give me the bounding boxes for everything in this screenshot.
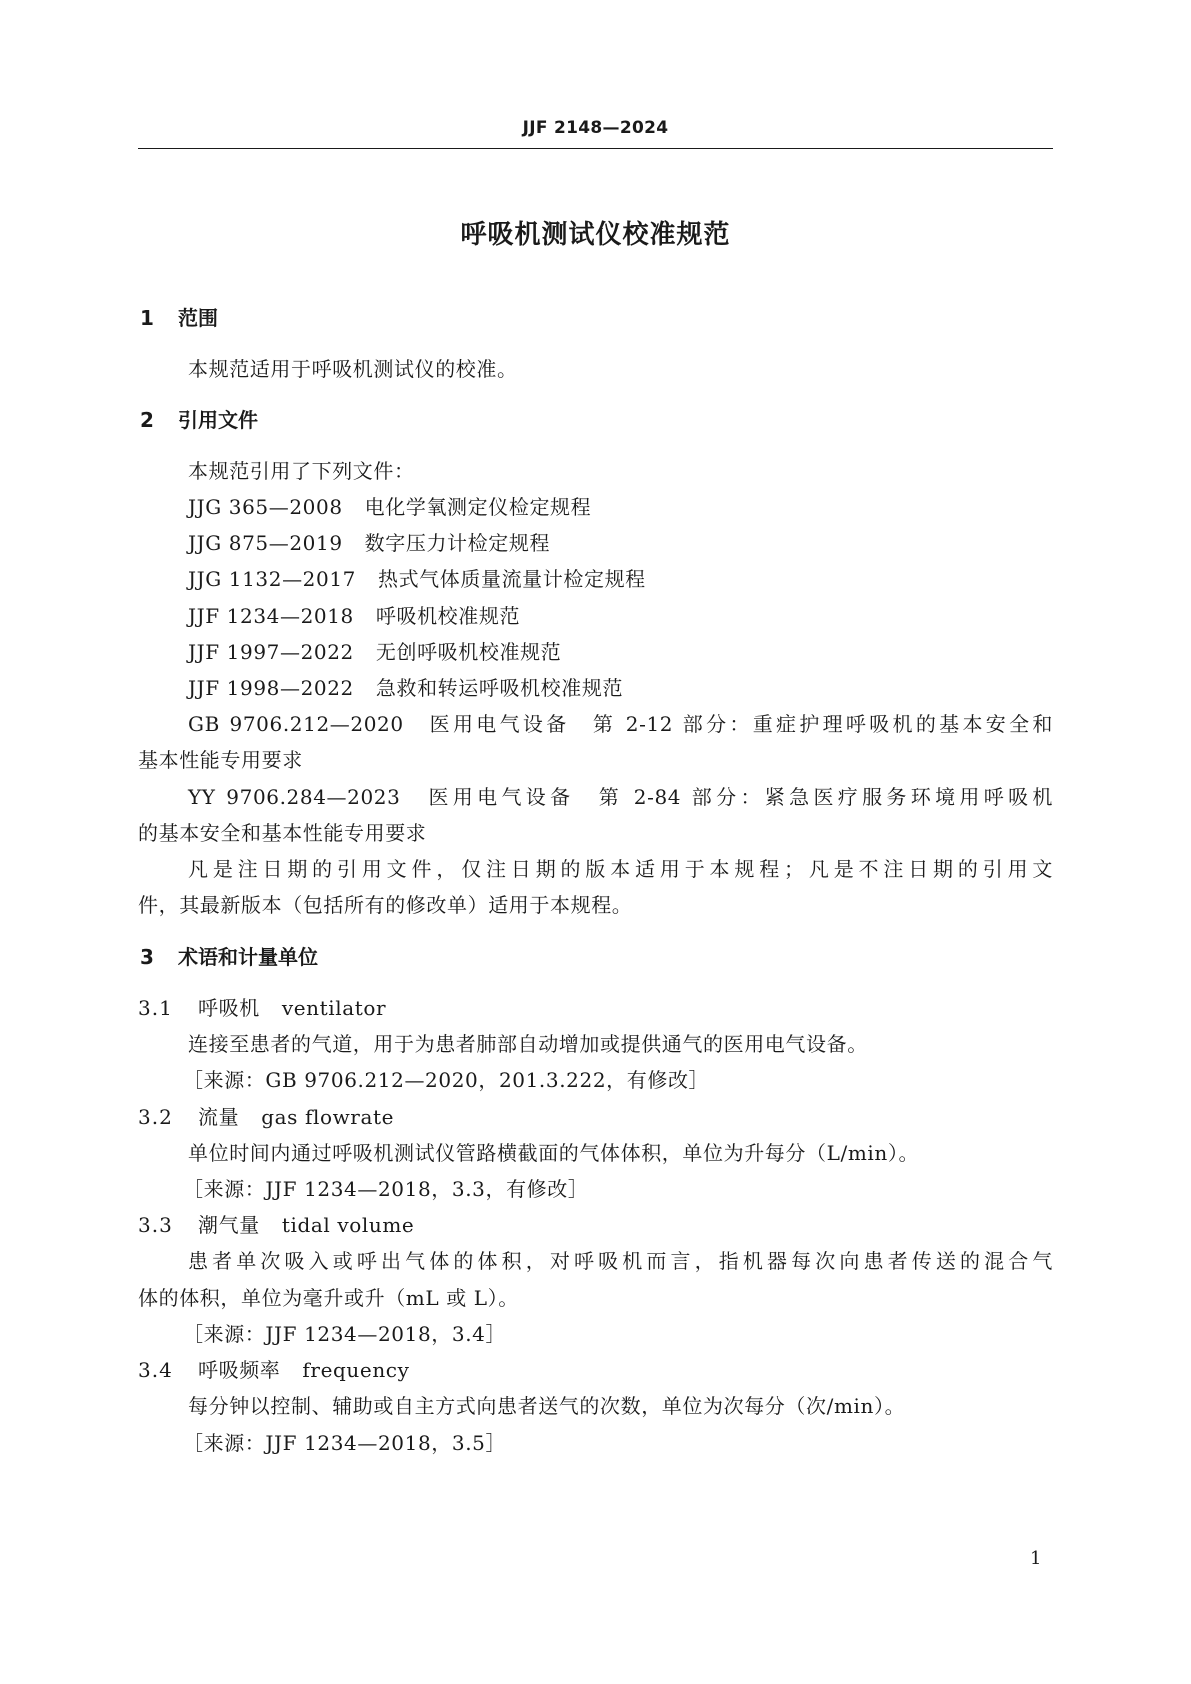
reference-name: 电化学氧测定仪检定规程 bbox=[364, 495, 592, 519]
reference-gb-line-1: GB 9706.212—2020 医用电气设备 第 2-12 部分：重症护理呼吸机的基本安全和 bbox=[188, 712, 1053, 736]
reference-item bbox=[188, 672, 623, 701]
reference-code: JJG 1132—2017 bbox=[188, 567, 356, 591]
term-english: ventilator bbox=[281, 996, 387, 1020]
section-2-heading bbox=[140, 404, 258, 433]
term-english: gas flowrate bbox=[261, 1105, 395, 1129]
term-chinese: 流量 bbox=[198, 1105, 240, 1129]
term-english: tidal volume bbox=[281, 1213, 415, 1237]
term-number: 3.4 bbox=[138, 1358, 173, 1382]
term-source: ［来源：JJF 1234—2018，3.4］ bbox=[183, 1322, 507, 1346]
reference-item bbox=[188, 600, 520, 629]
term-definition: 连接至患者的气道，用于为患者肺部自动增加或提供通气的医用电气设备。 bbox=[188, 1032, 868, 1056]
document-title: 呼吸机测试仪校准规范 bbox=[460, 220, 731, 250]
reference-code: JJF 1998—2022 bbox=[188, 676, 354, 700]
references-note-line-1: 凡是注日期的引用文件，仅注日期的版本适用于本规程；凡是不注日期的引用文 bbox=[188, 857, 1053, 881]
reference-code: JJF 1997—2022 bbox=[188, 640, 354, 664]
reference-name: 无创呼吸机校准规范 bbox=[375, 640, 562, 664]
term-definition: 每分钟以控制、辅助或自主方式向患者送气的次数，单位为次每分（次/min）。 bbox=[188, 1394, 906, 1418]
references-note-line-2: 件，其最新版本（包括所有的修改单）适用于本规程。 bbox=[138, 893, 633, 917]
reference-gb-line-2: 基本性能专用要求 bbox=[138, 748, 303, 772]
reference-name: 呼吸机校准规范 bbox=[375, 604, 521, 628]
term-definition-continued: 体的体积，单位为毫升或升（mL 或 L）。 bbox=[138, 1286, 519, 1310]
term-number: 3.2 bbox=[138, 1105, 173, 1129]
term-number: 3.3 bbox=[138, 1213, 173, 1237]
term-heading bbox=[138, 1101, 394, 1130]
reference-item bbox=[188, 491, 591, 520]
section-number: 2 bbox=[140, 408, 154, 432]
term-heading bbox=[138, 992, 386, 1021]
term-number: 3.1 bbox=[138, 996, 173, 1020]
reference-code: JJG 875—2019 bbox=[188, 531, 343, 555]
section-number: 3 bbox=[140, 945, 154, 969]
reference-yy-line-2: 的基本安全和基本性能专用要求 bbox=[138, 821, 427, 845]
section-3-heading bbox=[140, 941, 318, 970]
term-heading bbox=[138, 1354, 410, 1383]
term-source: ［来源：GB 9706.212—2020，201.3.222，有修改］ bbox=[183, 1068, 710, 1092]
term-definition: 单位时间内通过呼吸机测试仪管路横截面的气体体积，单位为升每分（L/min）。 bbox=[188, 1141, 920, 1165]
reference-name: 急救和转运呼吸机校准规范 bbox=[375, 676, 624, 700]
reference-code: JJF 1234—2018 bbox=[188, 604, 354, 628]
term-chinese: 呼吸频率 bbox=[198, 1358, 281, 1382]
header-rule bbox=[138, 148, 1053, 149]
section-title: 术语和计量单位 bbox=[178, 945, 318, 969]
reference-item bbox=[188, 527, 550, 556]
section-title: 引用文件 bbox=[178, 408, 258, 432]
section-number: 1 bbox=[140, 306, 154, 330]
term-definition: 患者单次吸入或呼出气体的体积，对呼吸机而言，指机器每次向患者传送的混合气 bbox=[188, 1249, 1053, 1273]
reference-code: JJG 365—2008 bbox=[188, 495, 343, 519]
reference-yy-line-1: YY 9706.284—2023 医用电气设备 第 2-84 部分：紧急医疗服务环境用呼吸机 bbox=[188, 785, 1053, 809]
term-source: ［来源：JJF 1234—2018，3.3，有修改］ bbox=[183, 1177, 589, 1201]
running-header: JJF 2148—2024 bbox=[522, 118, 669, 138]
reference-item bbox=[188, 636, 561, 665]
page-number: 1 bbox=[1030, 1548, 1042, 1569]
term-heading bbox=[138, 1209, 414, 1238]
reference-name: 数字压力计检定规程 bbox=[364, 531, 551, 555]
term-english: frequency bbox=[302, 1358, 410, 1382]
section-1-text: 本规范适用于呼吸机测试仪的校准。 bbox=[188, 357, 518, 381]
section-title: 范围 bbox=[178, 306, 218, 330]
reference-item bbox=[188, 563, 646, 592]
term-chinese: 呼吸机 bbox=[198, 996, 260, 1020]
reference-name: 热式气体质量流量计检定规程 bbox=[377, 567, 646, 591]
section-1-heading bbox=[140, 302, 218, 331]
term-chinese: 潮气量 bbox=[198, 1213, 260, 1237]
term-source: ［来源：JJF 1234—2018，3.5］ bbox=[183, 1431, 507, 1455]
references-intro: 本规范引用了下列文件： bbox=[188, 459, 415, 483]
